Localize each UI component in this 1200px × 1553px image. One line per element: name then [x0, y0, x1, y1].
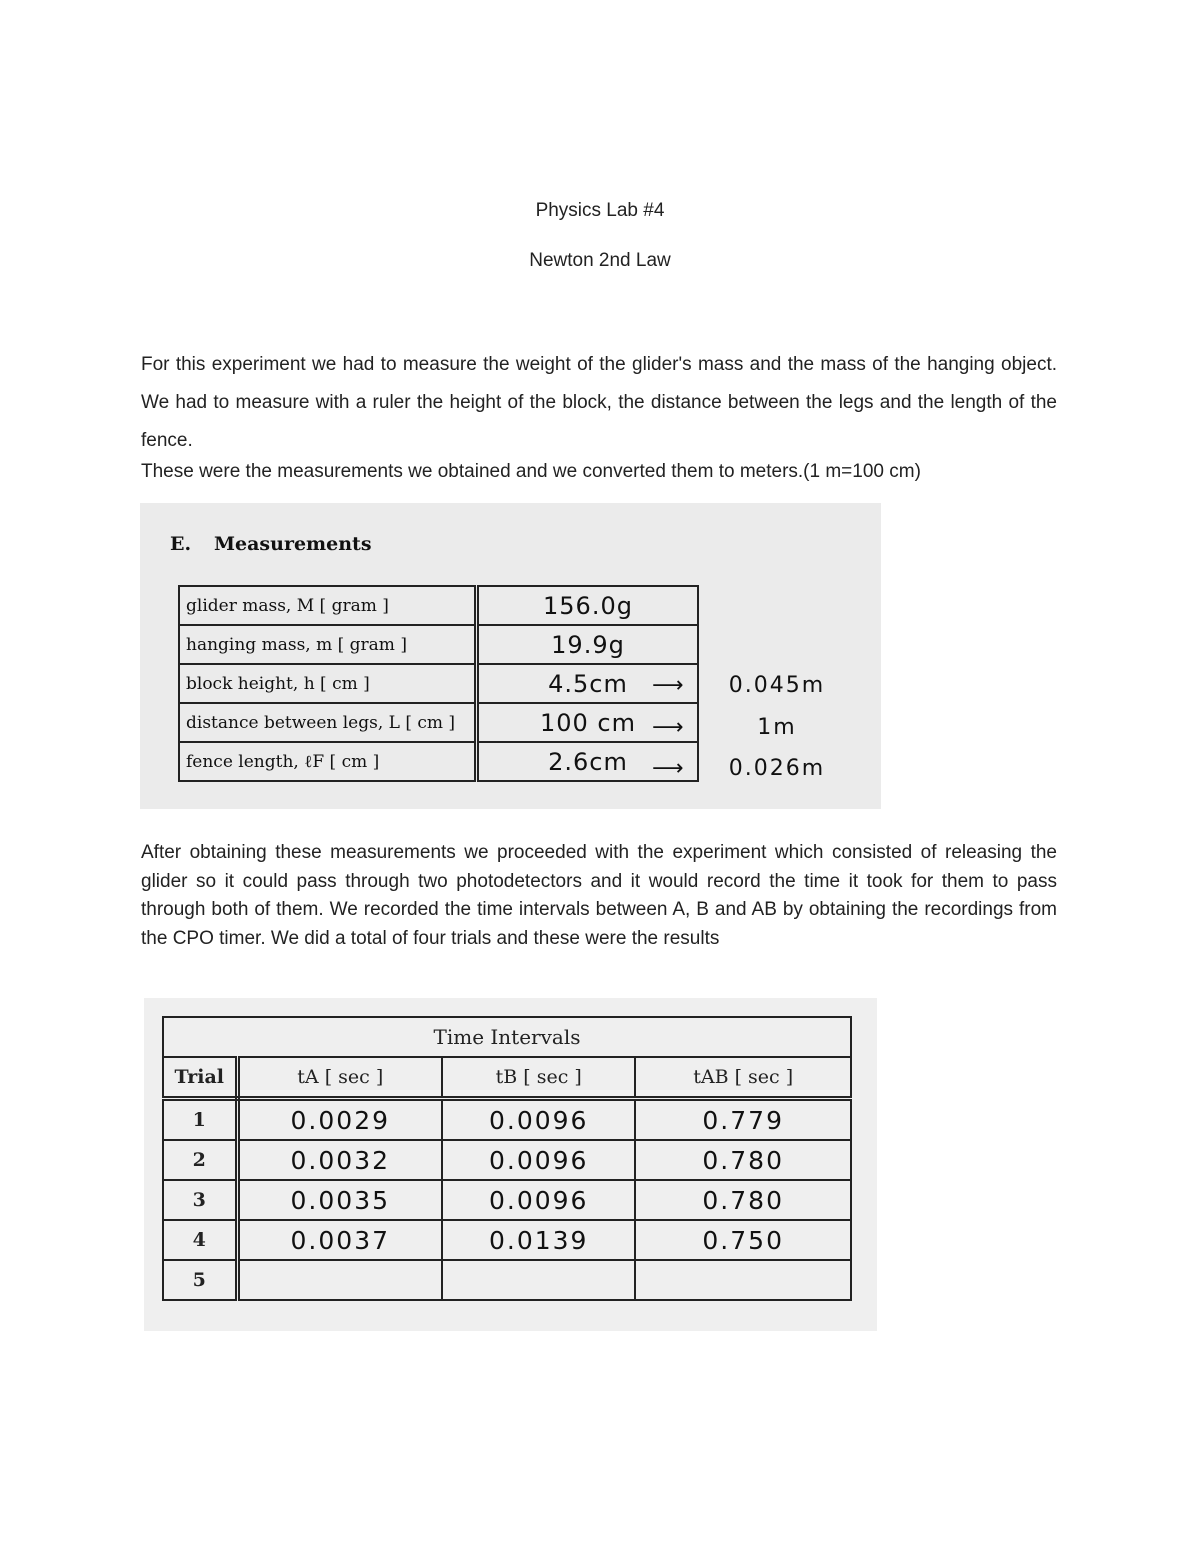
trial-number: 3: [163, 1180, 237, 1220]
header-tab: tAB [ sec ]: [635, 1057, 851, 1099]
conversion-fence-length: [652, 756, 852, 781]
time-intervals-table: [162, 1016, 852, 1301]
row-value: 19.9g: [477, 625, 699, 664]
row-value: 100 cm: [477, 703, 699, 742]
tab-value: 0.750: [635, 1220, 851, 1260]
header-ta: tA [ sec ]: [237, 1057, 442, 1099]
trial-number: 5: [163, 1260, 237, 1300]
trial-number: 2: [163, 1140, 237, 1180]
ta-value: 0.0032: [237, 1140, 442, 1180]
measurements-photo: [140, 503, 881, 809]
table-row: [163, 1099, 851, 1141]
tab-value: [635, 1260, 851, 1300]
section-letter: E.: [170, 533, 192, 555]
table-row: [179, 664, 698, 703]
trial-number: 4: [163, 1220, 237, 1260]
arrow-right-icon: ⟶: [652, 756, 685, 781]
header-row: [163, 1057, 851, 1099]
table-row: [179, 625, 698, 664]
time-intervals-photo: [144, 998, 877, 1331]
row-value: 4.5cm: [477, 664, 699, 703]
table-row: [163, 1220, 851, 1260]
section-title: Measurements: [214, 533, 372, 555]
row-label: block height, h [ cm ]: [179, 664, 477, 703]
tab-value: 0.780: [635, 1140, 851, 1180]
conversion-block-height: [652, 673, 852, 698]
table-row: [163, 1260, 851, 1300]
converted-value: 1m: [757, 715, 797, 740]
tb-value: 0.0096: [442, 1099, 635, 1141]
measurements-heading: [170, 533, 372, 555]
ta-value: 0.0029: [237, 1099, 442, 1141]
tab-value: 0.779: [635, 1099, 851, 1141]
ta-value: 0.0035: [237, 1180, 442, 1220]
procedure-paragraph: After obtaining these measurements we proceeded with the experiment which consisted of releasing the glider so it could pass through two photodetectors and it would record the time it took for them to pass through both of them. We recorded the time intervals between A, B and AB by obtaining the recordings from the CPO timer. We did a total of four trials and these were the results: [141, 842, 1057, 949]
intro-paragraph: For this experiment we had to measure the weight of the glider's mass and the mass of the hanging object. We had to measure with a ruler the height of the block, the distance between the legs and the length of the fence.: [141, 354, 1057, 451]
header-tb: tB [ sec ]: [442, 1057, 635, 1099]
table-row: [163, 1140, 851, 1180]
table-row: [179, 742, 698, 781]
arrow-right-icon: ⟶: [652, 715, 685, 740]
converted-value: 0.026m: [728, 756, 826, 781]
row-label: hanging mass, m [ gram ]: [179, 625, 477, 664]
table-caption: Time Intervals: [163, 1017, 851, 1057]
converted-value: 0.045m: [728, 673, 826, 698]
measurements-table: [178, 585, 699, 782]
page-title: Physics Lab #4: [535, 200, 665, 221]
tb-value: 0.0096: [442, 1140, 635, 1180]
caption-row: [163, 1017, 851, 1057]
table-row: [179, 586, 698, 625]
trial-number: 1: [163, 1099, 237, 1141]
conversion-paragraph: These were the measurements we obtained and we converted them to meters.(1 m=100 cm): [141, 461, 921, 482]
tb-value: 0.0096: [442, 1180, 635, 1220]
ta-value: [237, 1260, 442, 1300]
row-value: 2.6cm: [477, 742, 699, 781]
table-row: [163, 1180, 851, 1220]
row-label: distance between legs, L [ cm ]: [179, 703, 477, 742]
row-value: 156.0g: [477, 586, 699, 625]
header-trial: Trial: [163, 1057, 237, 1099]
row-label: fence length, ℓF [ cm ]: [179, 742, 477, 781]
conversion-leg-distance: [652, 715, 852, 740]
tb-value: 0.0139: [442, 1220, 635, 1260]
table-row: [179, 703, 698, 742]
tb-value: [442, 1260, 635, 1300]
arrow-right-icon: ⟶: [652, 673, 685, 698]
page-subtitle: Newton 2nd Law: [529, 250, 671, 271]
tab-value: 0.780: [635, 1180, 851, 1220]
row-label: glider mass, M [ gram ]: [179, 586, 477, 625]
ta-value: 0.0037: [237, 1220, 442, 1260]
